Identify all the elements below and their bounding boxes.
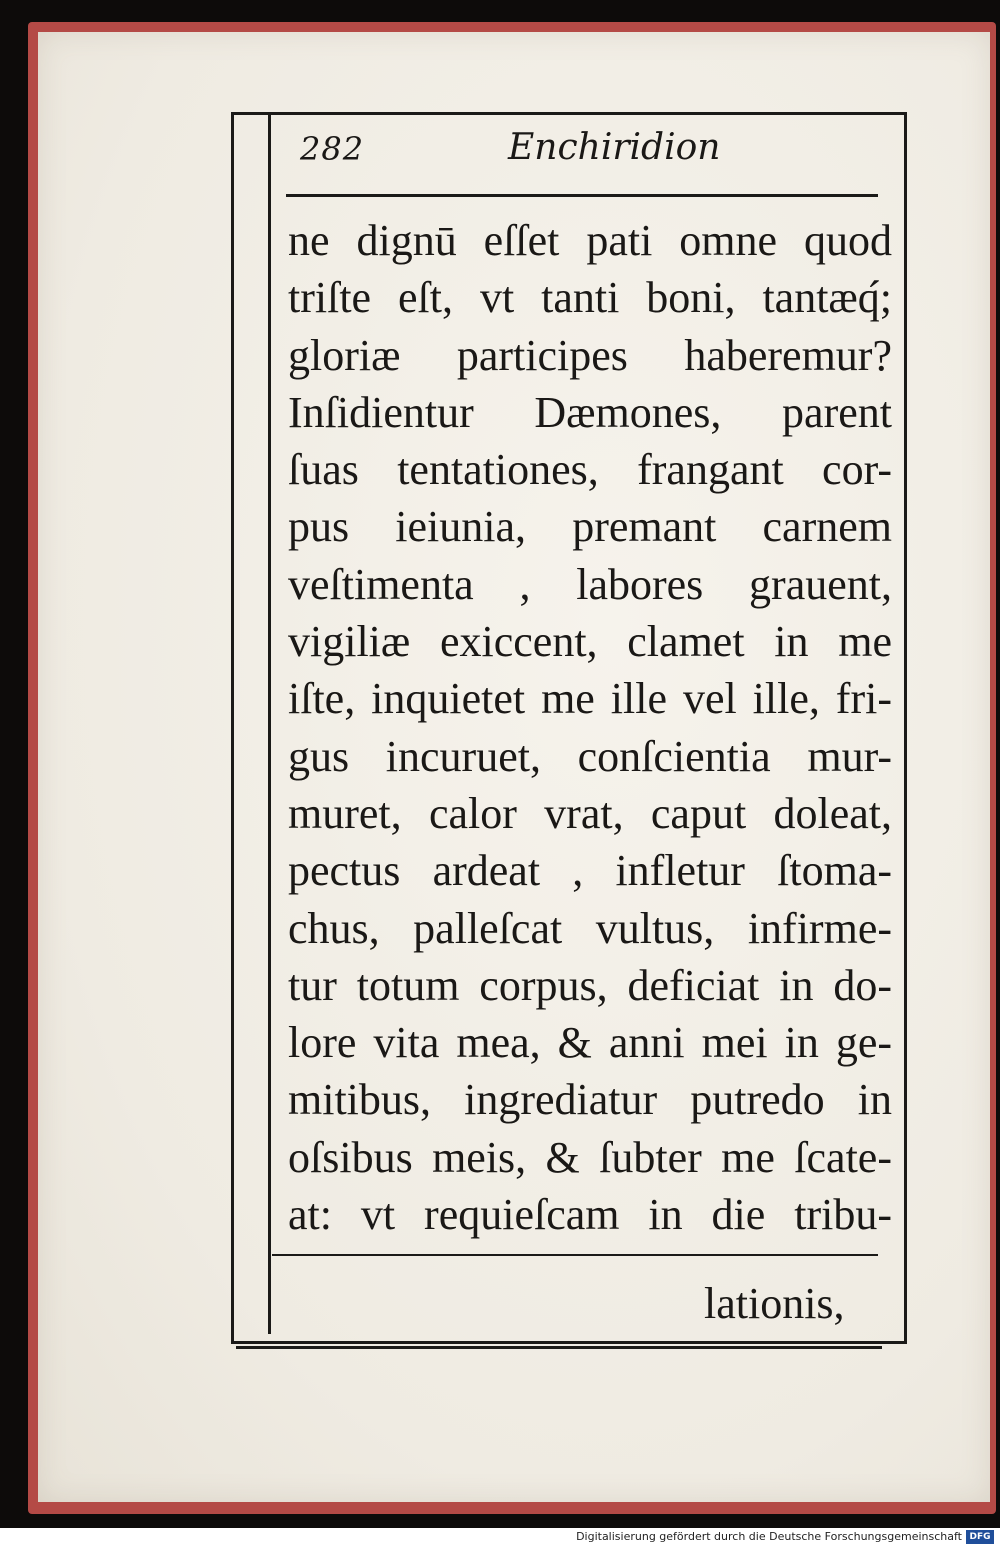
text-line: mitibus, ingrediatur putredo in	[288, 1075, 892, 1125]
text-line: tur totum corpus, deficiat in do-	[288, 960, 892, 1010]
bottom-border-rule	[236, 1346, 882, 1349]
text-line: pus ieiunia, premant carnem	[288, 502, 892, 552]
text-line: lore vita mea, & anni mei in ge-	[288, 1018, 892, 1068]
text-line: chus, palleſcat vultus, infirme-	[288, 903, 892, 953]
header-rule	[286, 194, 878, 197]
text-line: ſuas tentationes, frangant cor-	[288, 445, 892, 495]
text-line: pectus ardeat , infletur ſtoma-	[288, 846, 892, 896]
text-line: triſte eſt, vt tanti boni, tantæq́;	[288, 273, 892, 323]
catchword: lationis,	[704, 1279, 845, 1328]
body-text-block	[288, 212, 892, 1243]
text-line: Inſidientur Dæmones, parent	[288, 387, 892, 437]
text-line: oſsibus meis, & ſubter me ſcate-	[288, 1132, 892, 1182]
text-line: iſte, inquietet me ille vel ille, fri-	[288, 674, 892, 724]
text-line: gus incuruet, conſcientia mur-	[288, 731, 892, 781]
page-number: 282	[300, 130, 365, 168]
text-line: gloriæ participes haberemur?	[288, 330, 892, 380]
running-title: Enchiridion	[508, 127, 721, 168]
footer-rule	[272, 1254, 878, 1256]
inner-left-rule	[268, 114, 271, 1334]
text-line: muret, calor vrat, caput doleat,	[288, 788, 892, 838]
text-line: vigiliæ exiccent, clamet in me	[288, 617, 892, 667]
text-line: ne dignū eſſet pati omne quod	[288, 216, 892, 265]
text-line: at: vt requieſcam in die tribu-	[288, 1190, 892, 1240]
funding-credit: Digitalisierung gefördert durch die Deutsche Forschungsgemeinschaft	[576, 1530, 962, 1543]
text-line: veſtimenta , labores grauent,	[288, 559, 892, 609]
dfg-logo: DFG	[966, 1530, 994, 1544]
